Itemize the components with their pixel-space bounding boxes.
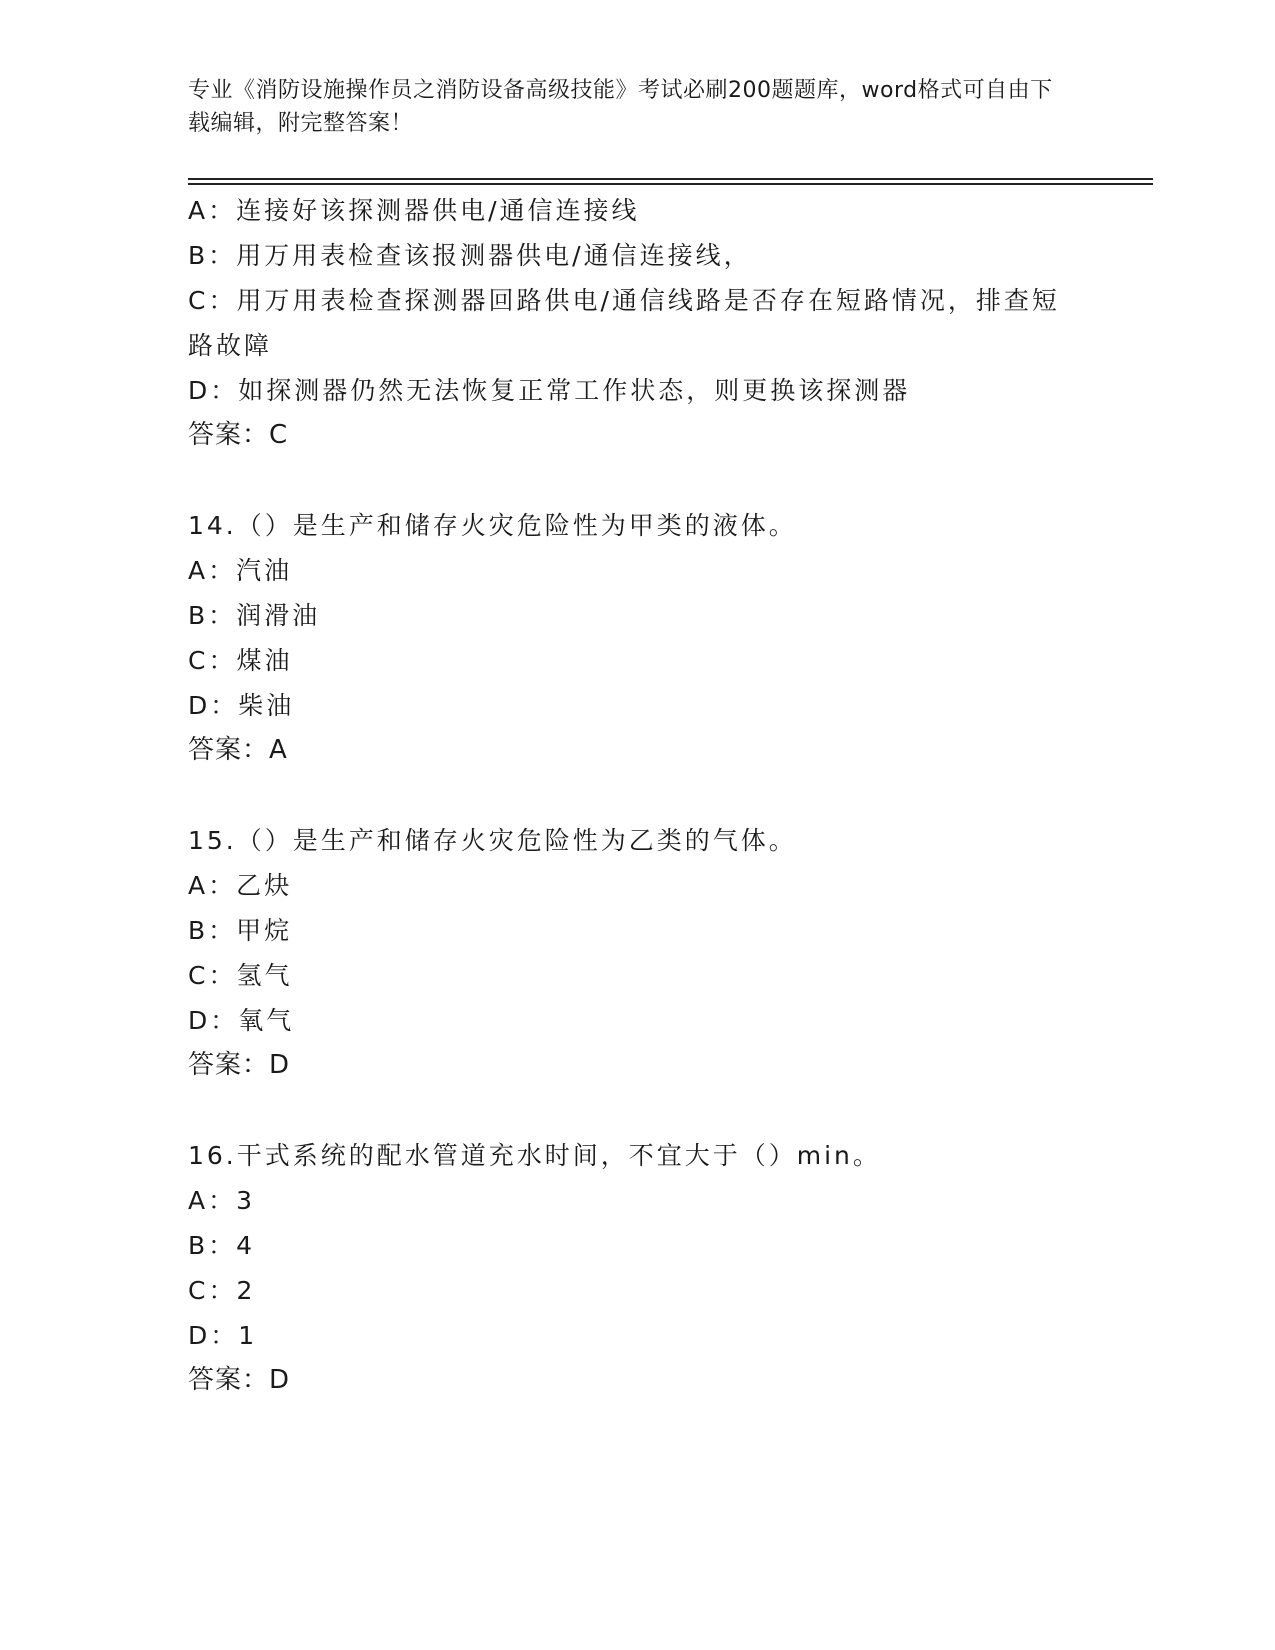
question-14 [188,503,1068,773]
option-a: A：3 [188,1186,256,1215]
option-a: A：乙炔 [188,871,293,900]
question-stem: 16.干式系统的配水管道充水时间，不宜大于（）min。 [188,1141,881,1170]
document-header: 专业《消防设施操作员之消防设备高级技能》考试必刷200题题库，word格式可自由下载编辑，附完整答案！ [188,78,1053,136]
answer-label: 答案：D [188,1050,291,1080]
spacer [188,1088,1068,1133]
option-b: B：甲烷 [188,916,293,945]
option-d: D：柴油 [188,691,295,720]
option-d: D：如探测器仍然无法恢复正常工作状态，则更换该探测器 [188,376,911,405]
option-b: B：4 [188,1231,256,1260]
option-b: B：润滑油 [188,601,321,630]
option-b: B：用万用表检查该报测器供电/通信连接线， [188,241,752,270]
answer-label: 答案：A [188,735,288,765]
question-13 [188,188,1068,458]
question-15 [188,818,1068,1088]
header-divider-bottom [188,183,1153,185]
option-c: C：氢气 [188,961,293,990]
header-divider-top [188,178,1153,180]
answer-label: 答案：C [188,420,289,450]
question-stem: 15.（）是生产和储存火灾危险性为乙类的气体。 [188,826,797,855]
option-c: C：煤油 [188,646,293,675]
option-d: D：1 [188,1321,258,1350]
spacer [188,773,1068,818]
option-a: A：连接好该探测器供电/通信连接线 [188,196,640,225]
answer-label: 答案：D [188,1365,291,1395]
question-list [188,188,1068,1403]
option-c: C：2 [188,1276,256,1305]
question-16 [188,1133,1068,1403]
option-a: A：汽油 [188,556,293,585]
question-stem: 14.（）是生产和储存火灾危险性为甲类的液体。 [188,511,797,540]
option-c: C：用万用表检查探测器回路供电/通信线路是否存在短路情况，排查短路故障 [188,286,1060,360]
option-d: D：氧气 [188,1006,295,1035]
spacer [188,458,1068,503]
